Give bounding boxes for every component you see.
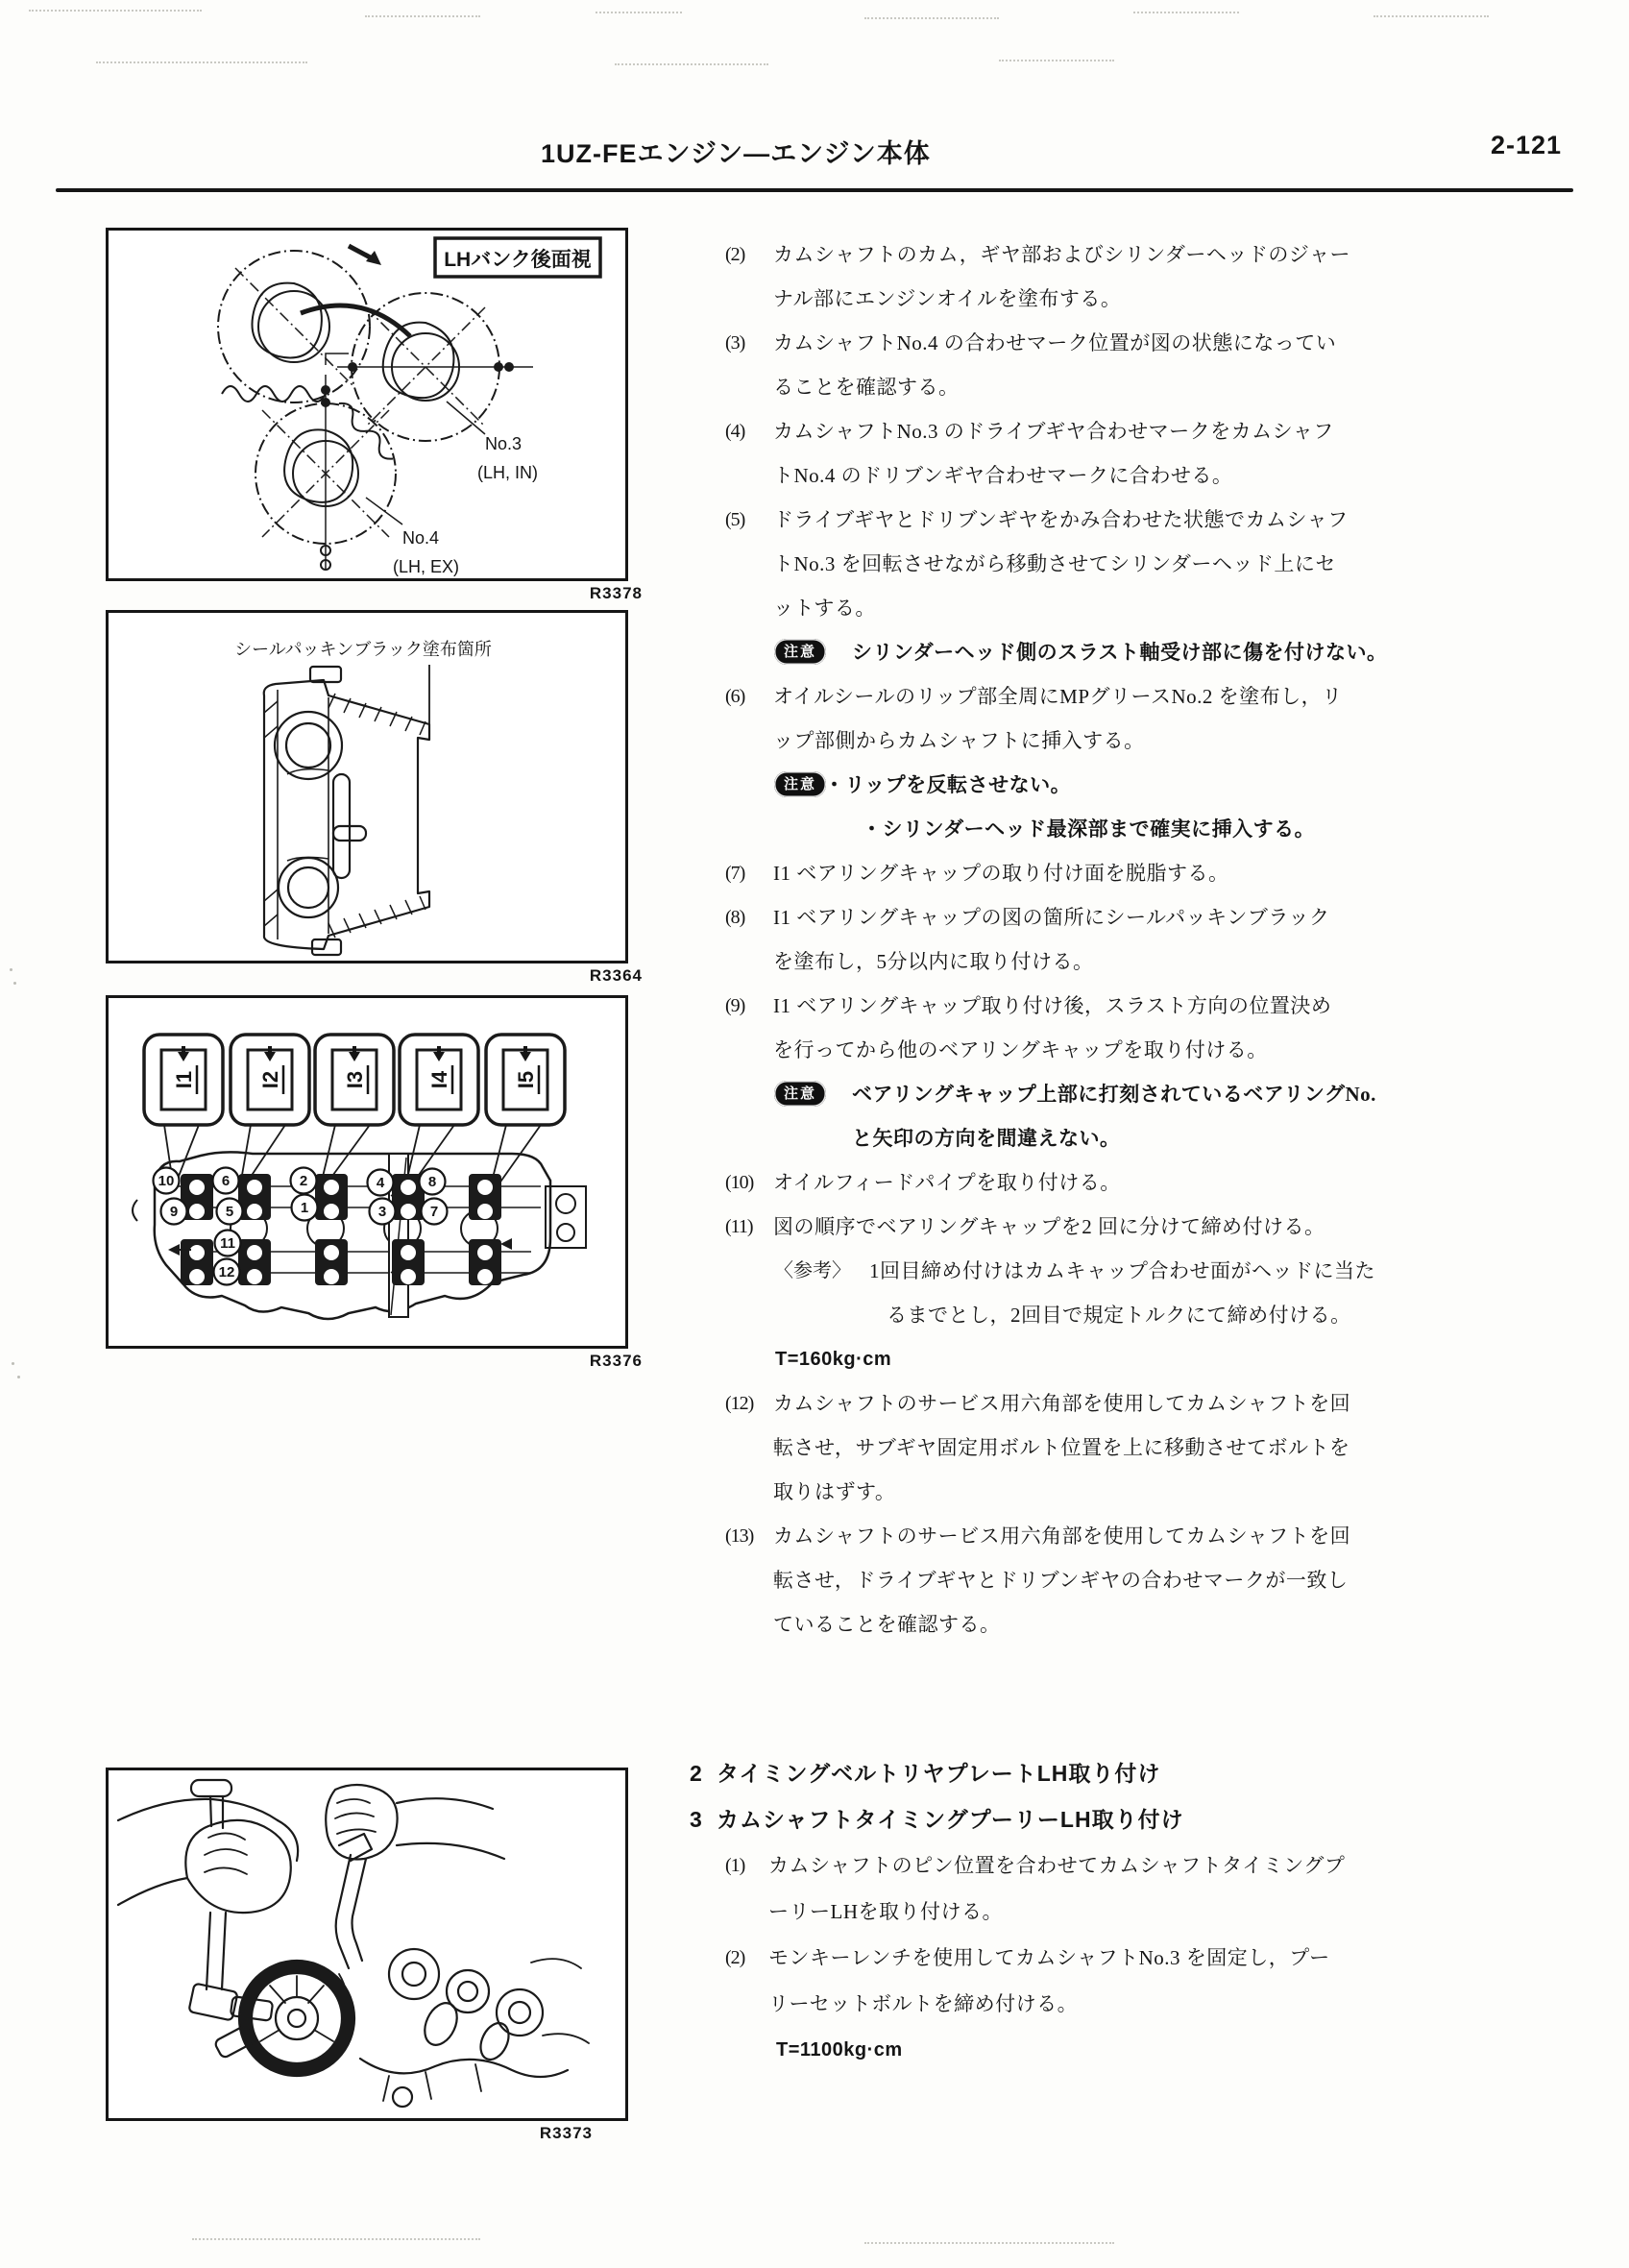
step-text: カムシャフトNo.3 のドライブギヤ合わせマークをカムシャフ [773, 420, 1334, 443]
scan-artifact [1374, 15, 1489, 19]
gear4-sublabel: (LH, EX) [393, 557, 460, 576]
step-line [725, 1514, 1532, 1558]
cap-callout-label: I1 [172, 1070, 196, 1089]
step-text: T=160kg·cm [775, 1349, 892, 1370]
text-line [725, 1558, 1532, 1602]
sequence-number: 11 [220, 1235, 235, 1252]
seal-packing-drawing [109, 613, 625, 961]
step-text: ップ部側からカムシャフトに挿入する。 [773, 729, 1145, 752]
step-text: オイルフィードパイプを取り付ける。 [773, 1171, 1121, 1194]
step-marker: (10) [725, 1172, 754, 1193]
step-marker: (6) [725, 686, 745, 707]
step-text: カムシャフトNo.4 の合わせマーク位置が図の状態になってい [773, 331, 1337, 354]
step-text: ーリーLHを取り付ける。 [768, 1900, 1003, 1923]
step-text: 転させ，ドライブギヤとドリブンギヤの合わせマークが一致し [773, 1569, 1349, 1592]
step-line [725, 1249, 1532, 1293]
sequence-number: 3 [377, 1204, 387, 1220]
direction-arrow-icon [168, 1244, 180, 1256]
step-marker: (3) [725, 332, 745, 354]
sequence-number: 7 [429, 1204, 439, 1220]
scan-artifact [365, 15, 480, 19]
page-number: 2-121 [1491, 131, 1563, 159]
step-marker: (9) [725, 995, 745, 1016]
header-rule [56, 188, 1573, 192]
figure-seal-packing [106, 610, 643, 985]
step-text: カムシャフトタイミングプーリーLH取り付け [717, 1807, 1184, 1832]
step-text: るまでとし，2回目で規定トルクにて締め付ける。 [887, 1304, 1351, 1327]
scan-artifact [864, 2242, 1114, 2246]
section-headings [690, 1750, 1564, 2073]
step-marker: (7) [725, 863, 745, 884]
step-text: ットする。 [773, 597, 876, 620]
cap-callout-label: I5 [514, 1070, 538, 1089]
step-text: 図の順序でベアリングキャップを2 回に分けて締め付ける。 [773, 1215, 1325, 1238]
step-text: トNo.3 を回転させながら移動させてシリンダーヘッド上にセ [773, 552, 1336, 575]
timing-mark [495, 363, 502, 371]
sequence-number: 8 [427, 1174, 437, 1190]
gear4-label: No.4 [402, 528, 440, 548]
step-line [725, 321, 1532, 365]
sequence-number: 4 [376, 1175, 385, 1191]
figure-code: R3378 [589, 584, 643, 602]
scan-artifact [96, 61, 307, 65]
procedure-steps [725, 232, 1532, 1646]
caution-badge: 注意 [774, 771, 826, 797]
step-text: 転させ，サブギヤ固定用ボルト位置を上に移動させてボルトを [773, 1436, 1350, 1459]
sequence-number: 6 [221, 1173, 231, 1189]
step-marker: (13) [725, 1525, 754, 1547]
text-line [725, 1293, 1532, 1337]
text-line [725, 1116, 1532, 1160]
figure-code: R3364 [589, 966, 643, 985]
step-text: I1 ベアリングキャップの図の箇所にシールパッキンブラック [773, 906, 1330, 929]
text-line [725, 1470, 1532, 1514]
step-line [690, 1796, 1564, 1842]
step-text: タイミングベルトリヤプレートLH取り付け [717, 1761, 1161, 1786]
step-line [725, 1205, 1532, 1249]
step-text: 1回目締め付けはカムキャップ合わせ面がヘッドに当た [869, 1259, 1375, 1282]
seal-packing-label: シールパッキンブラック塗布箇所 [234, 640, 492, 659]
cap-callout-label: I2 [258, 1070, 282, 1089]
scan-artifact [192, 2238, 480, 2242]
step-text: トNo.4 のドリブンギヤ合わせマークに合わせる。 [773, 464, 1233, 487]
scan-artifact [615, 63, 768, 67]
step-marker: (4) [725, 421, 745, 442]
figure-gear-alignment [106, 228, 643, 602]
text-line [725, 542, 1532, 586]
step-marker: (8) [725, 907, 745, 928]
scan-artifact [1133, 12, 1239, 15]
text-line [725, 1426, 1532, 1470]
step-text: を塗布し，5分以内に取り付ける。 [773, 950, 1094, 973]
text-line [690, 2027, 1564, 2073]
step-text: カムシャフトのサービス用六角部を使用してカムシャフトを回 [773, 1524, 1351, 1548]
text-line [690, 1889, 1564, 1935]
text-line [725, 1028, 1532, 1072]
step-text: ・シリンダーヘッド最深部まで確実に挿入する。 [862, 817, 1316, 841]
step-marker: 3 [690, 1807, 702, 1832]
scan-artifact [29, 10, 202, 13]
step-line [725, 895, 1532, 939]
text-line [725, 630, 1532, 674]
step-text: リーセットボルトを締め付ける。 [768, 1992, 1079, 2015]
scan-artifact [864, 17, 999, 21]
scan-artifact [13, 982, 16, 985]
figure-code: R3373 [539, 2124, 593, 2142]
figure-pulley-tightening [106, 1768, 628, 2142]
sequence-number: 5 [225, 1204, 234, 1220]
text-line [725, 277, 1532, 321]
sequence-number: 2 [299, 1173, 308, 1189]
step-line [690, 1842, 1564, 1889]
text-line [725, 719, 1532, 763]
step-text: I1 ベアリングキャップの取り付け面を脱脂する。 [773, 862, 1229, 885]
step-line [725, 1160, 1532, 1205]
step-text: モンキーレンチを使用してカムシャフトNo.3 を固定し，プー [768, 1946, 1330, 1969]
step-line [725, 232, 1532, 277]
gear3-sublabel: (LH, IN) [477, 463, 538, 482]
step-marker: (12) [725, 1393, 754, 1414]
step-line [725, 409, 1532, 453]
step-marker: 2 [690, 1761, 702, 1786]
step-marker: (1) [725, 1855, 745, 1876]
step-line [725, 674, 1532, 719]
text-line [725, 939, 1532, 984]
sequence-number: 1 [300, 1200, 309, 1216]
scan-artifact [17, 1376, 20, 1378]
step-line [725, 851, 1532, 895]
bearing-cap-sequence-drawing [109, 998, 625, 1346]
figure-code: R3376 [589, 1352, 643, 1370]
scan-artifact [12, 1362, 14, 1365]
step-line [690, 1935, 1564, 1981]
gear3-label: No.3 [485, 434, 523, 453]
sequence-number: 10 [158, 1173, 175, 1189]
scan-artifact [999, 60, 1114, 63]
step-text: ・リップを反転させない。 [824, 773, 1072, 796]
step-text: I1 ベアリングキャップ取り付け後，スラスト方向の位置決め [773, 994, 1332, 1017]
step-text: ドライブギヤとドリブンギヤをかみ合わせた状態でカムシャフ [773, 508, 1349, 531]
text-line [725, 1602, 1532, 1646]
gear-alignment-drawing [109, 231, 625, 578]
step-marker: (11) [725, 1216, 753, 1237]
step-text: と矢印の方向を間違えない。 [852, 1127, 1121, 1150]
step-text: カムシャフトのサービス用六角部を使用してカムシャフトを回 [773, 1392, 1351, 1415]
step-text: を行ってから他のベアリングキャップを取り付ける。 [773, 1038, 1268, 1061]
step-marker: 〈参考〉 [774, 1260, 851, 1281]
step-line [725, 984, 1532, 1028]
pulley-tightening-drawing [109, 1770, 625, 2118]
caution-badge: 注意 [774, 1081, 826, 1107]
step-text: 取りはずす。 [773, 1480, 896, 1503]
text-line [725, 807, 1532, 851]
step-line [725, 1381, 1532, 1426]
timing-mark [322, 386, 329, 394]
sequence-number: 12 [218, 1264, 235, 1280]
step-marker: (2) [725, 244, 745, 265]
scan-artifact [10, 968, 12, 971]
figure-bearing-cap-sequence [106, 995, 643, 1370]
step-text: ベアリングキャップ上部に打刻されているベアリングNo. [852, 1083, 1376, 1106]
timing-mark [349, 363, 356, 371]
view-label: LHバンク後面視 [444, 249, 592, 271]
step-marker: (2) [725, 1947, 745, 1968]
step-text: ナル部にエンジンオイルを塗布する。 [773, 287, 1122, 310]
step-text: ることを確認する。 [773, 376, 960, 399]
step-text: ていることを確認する。 [773, 1613, 1001, 1636]
text-line [725, 763, 1532, 807]
text-line [725, 365, 1532, 409]
text-line [725, 1072, 1532, 1116]
step-text: カムシャフトのカム，ギヤ部およびシリンダーヘッドのジャー [773, 243, 1350, 266]
timing-mark [322, 399, 329, 406]
cap-callout-label: I4 [427, 1070, 451, 1089]
scan-artifact [596, 12, 682, 15]
text-line [725, 1337, 1532, 1381]
step-text: シリンダーヘッド側のスラスト軸受け部に傷を付けない。 [852, 641, 1388, 664]
text-line [690, 1981, 1564, 2027]
step-text: カムシャフトのピン位置を合わせてカムシャフトタイミングプ [768, 1854, 1346, 1877]
step-text: T=1100kg·cm [776, 2039, 903, 2061]
step-text: オイルシールのリップ部全周にMPグリースNo.2 を塗布し，リ [773, 685, 1343, 708]
text-line [725, 586, 1532, 630]
step-line [690, 1750, 1564, 1796]
cap-callout-label: I3 [343, 1070, 367, 1089]
step-line [725, 498, 1532, 542]
direction-arrow-icon [500, 1238, 512, 1250]
caution-badge: 注意 [774, 639, 826, 665]
sequence-number: 9 [169, 1204, 179, 1220]
step-marker: (5) [725, 509, 745, 530]
page-title: 1UZ-FEエンジン—エンジン本体 [541, 139, 931, 168]
text-line [725, 453, 1532, 498]
timing-mark [505, 363, 513, 371]
